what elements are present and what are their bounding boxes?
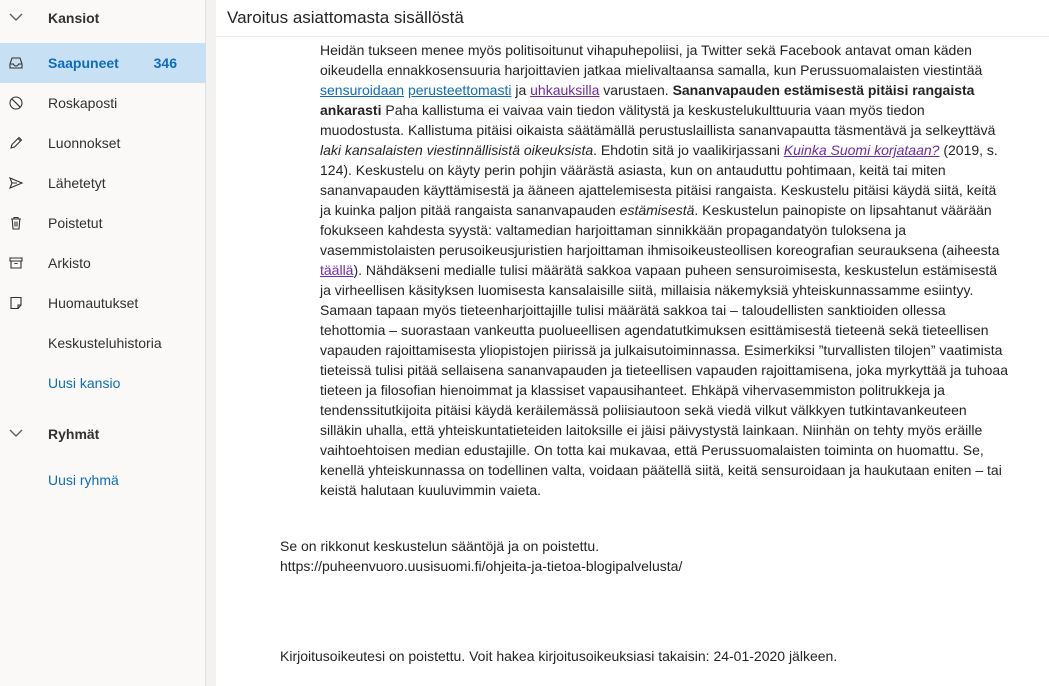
link-taalla[interactable]: täällä bbox=[320, 262, 354, 278]
quote-text: (2019, s. 124). Keskustelu on käyty perin pohjin väärästä asiasta, kun on antauduttu pohtimaan, keitä tai miten sananvapauden käyttämisestä ja ääneen ajattelemisesta pitäisi rangaista. Keskustelu pitäisi käydä siitä, keitä ja kuinka paljon pitää rangaista sananvapauden bbox=[320, 142, 998, 218]
folder-item-deleted[interactable] bbox=[0, 203, 206, 243]
subject-divider bbox=[216, 36, 1049, 37]
link-perusteettomasti[interactable]: perusteettomasti bbox=[407, 82, 512, 98]
folder-item-sent[interactable] bbox=[0, 163, 206, 203]
quote-heading: Sananvapauden estämisestä pitäisi rangaista ankarasti bbox=[320, 82, 975, 118]
folder-item-junk[interactable] bbox=[0, 83, 206, 123]
unread-count-badge: 346 bbox=[153, 55, 177, 71]
quote-text: Paha kallistuma ei vaivaa vain tiedon välitystä ja keskustelukulttuuria vaan myös tiedon muodostusta. Kallistuma pitäisi oikaista säätämällä perustuslaillista sananvapautta täsmentävä ja selkeyttävä bbox=[320, 102, 996, 138]
folder-label-inbox: Saapuneet bbox=[48, 55, 119, 71]
folder-label-deleted: Poistetut bbox=[48, 215, 103, 231]
removal-notice bbox=[280, 536, 1020, 576]
folder-item-notes[interactable] bbox=[0, 283, 206, 323]
message-subject: Varoitus asiattomasta sisällöstä bbox=[227, 8, 464, 27]
quote-text: ). Nähdäkseni medialle tulisi määrätä sakkoa vapaan puheen sensuroimisesta, keskustelun estämisestä ja virheellisen käsityksen luomisesta kansalaisille siitä, millaisia näkemyksiä yhteiskunnassamme esiintyy. Samaan tapaan myös tieteenharjoittajille tulisi määrätä sakkoa tai – taloudellisten sanktioiden ollessa tehottomia – suorastaan vankeutta puolueellisen agendatutkimuksen esittämisestä tieteenä sekä tieteellisen vapauden rajoittamisesta yliopistojen piirissä ja julkaisutoiminnassa. Esimerkiksi ”turvallisten tilojen” vaatimista tieteissä tulisi pitää sellaisena sananvapauden ja tieteellisen vapauden rajoittamisena, joka myrkyttää ja tuhoaa tieteen ja filosofian hienoimmat ja klassiset vapausihanteet. Ehkäpä vihervasemmiston politrukkeja ja tendenssitutkijoita pitäisi käydä keräilemässä poliisiautoon sekä viedä vilkut välkkyen tutkintavankeuteen silläkin uhalla, että yhteiskuntatieteiden laitoksille ei jäisi päivystystä lainkaan. Niinhän on tehty myös eräille vaihtoehtoisen median edustajille. On totta kai mukavaa, että Perussuomalaisten toiminta on huomattu. Se, kenellä yhteiskunnassa on todellinen valta, voidaan päätellä siitä, keitä sensuroidaan ja haukutaan eniten – tai keistä halutaan kuuluvimmin vaieta. bbox=[320, 262, 1008, 498]
quoted-blog-text bbox=[320, 40, 1010, 500]
folder-label-sent: Lähetetyt bbox=[48, 175, 106, 191]
new-group-label: Uusi ryhmä bbox=[48, 472, 119, 488]
quote-text: varustaen. bbox=[599, 82, 673, 98]
folder-label-conversation-history: Keskusteluhistoria bbox=[48, 335, 162, 351]
link-uhkauksilla[interactable]: uhkauksilla bbox=[530, 82, 600, 98]
folder-item-inbox[interactable] bbox=[0, 43, 206, 83]
send-icon bbox=[8, 175, 24, 191]
new-group-link[interactable] bbox=[0, 460, 206, 500]
trash-icon bbox=[8, 215, 24, 231]
pencil-icon bbox=[8, 135, 24, 151]
chevron-down-icon bbox=[9, 12, 23, 22]
chevron-down-icon bbox=[9, 428, 23, 438]
quote-text: . Ehdotin sitä jo vaalikirjassani bbox=[593, 142, 784, 158]
junk-icon bbox=[8, 95, 24, 111]
new-folder-label: Uusi kansio bbox=[48, 375, 121, 391]
folder-label-archive: Arkisto bbox=[48, 255, 91, 271]
groups-header-label: Ryhmät bbox=[48, 426, 100, 442]
folders-header[interactable] bbox=[0, 0, 206, 36]
new-folder-link[interactable] bbox=[0, 363, 206, 403]
quote-italic: laki kansalaisten viestinnällisistä oikeuksista bbox=[320, 142, 594, 158]
quote-italic: estämisestä bbox=[619, 202, 695, 218]
folder-label-notes: Huomautukset bbox=[48, 295, 139, 311]
folder-label-drafts: Luonnokset bbox=[48, 135, 121, 151]
guidelines-url: https://puheenvuoro.uusisuomi.fi/ohjeita-ja-tietoa-blogipalvelusta/ bbox=[280, 558, 683, 574]
folder-label-junk: Roskaposti bbox=[48, 95, 118, 111]
note-icon bbox=[8, 295, 24, 311]
quote-text: Heidän tukseen menee myös politisoitunut vihapuhepoliisi, ja Twitter sekä Facebook antavat oman käden oikeudella ennakkosensuuria harjoittavien jatkaa mielivaltaansa samalla, kun Perussuomalaisten viestintää bbox=[320, 42, 983, 78]
removal-notice-text: Se on rikkonut keskustelun sääntöjä ja on poistettu. bbox=[280, 538, 600, 554]
pane-divider bbox=[206, 0, 216, 686]
reading-pane bbox=[216, 0, 1049, 686]
write-permission-notice: Kirjoitusoikeutesi on poistettu. Voit hakea kirjoitusoikeuksiasi takaisin: 24-01-2020 jälkeen. bbox=[280, 648, 838, 664]
folder-item-archive[interactable] bbox=[0, 243, 206, 283]
groups-header[interactable] bbox=[0, 416, 206, 452]
quote-text: ja bbox=[511, 82, 531, 98]
archive-icon bbox=[8, 255, 24, 271]
quote-text: . Keskustelun painopiste on lipsahtanut väärään fokukseen kahdesta syystä: valtamedian harjoittaman sinnikkään propagandatyön tuloksena ja vasemmistolaisten perusoikeusjuristien harjoittaman ihmisoikeusteollisen koreografian seurauksena (aiheesta bbox=[320, 202, 1000, 258]
link-sensuroidaan[interactable]: sensuroidaan bbox=[320, 82, 405, 98]
link-kuinka-suomi-korjataan[interactable]: Kuinka Suomi korjataan? bbox=[783, 142, 940, 158]
folder-pane bbox=[0, 0, 206, 686]
folder-item-conversation-history[interactable] bbox=[0, 323, 206, 363]
folders-header-label: Kansiot bbox=[48, 10, 100, 26]
inbox-icon bbox=[8, 55, 24, 71]
folder-item-drafts[interactable] bbox=[0, 123, 206, 163]
